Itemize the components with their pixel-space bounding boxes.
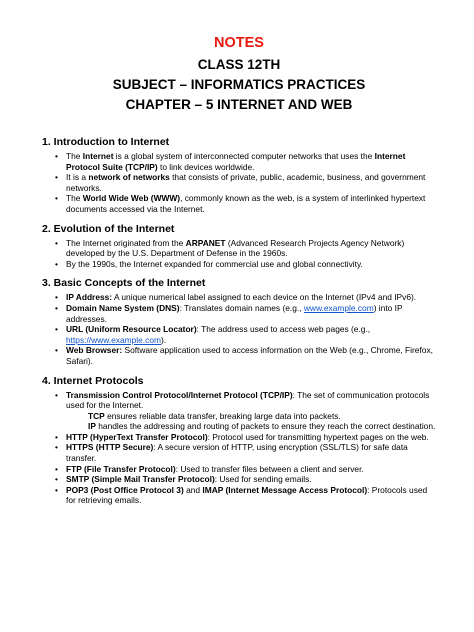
list-item: • FTP (File Transfer Protocol): Used to transfer files between a client and server. [42, 464, 436, 475]
list-item: • By the 1990s, the Internet expanded for commercial use and global connectivity. [42, 259, 436, 270]
list-item: • Domain Name System (DNS): Translates domain names (e.g., www.example.com) into IP addresses. [42, 303, 436, 324]
sub-item-tcp: TCP ensures reliable data transfer, breaking large data into packets. [88, 410, 341, 421]
class-heading: CLASS 12TH [197, 57, 281, 72]
example-domain-link[interactable]: www.example.com [303, 302, 374, 313]
chapter-heading: CHAPTER – 5 INTERNET AND WEB [125, 97, 353, 112]
subject-heading: SUBJECT – INFORMATICS PRACTICES [112, 77, 366, 92]
section-2-title: 2. Evolution of the Internet [42, 222, 175, 235]
list-item: • POP3 (Post Office Protocol 3) and IMAP (Internet Message Access Protocol): Protocols used for retrieving emails. [42, 485, 436, 506]
section-1-list [42, 151, 436, 215]
list-item: • The Internet originated from the ARPANET (Advanced Research Projects Agency Network) developed by the U.S. Department of Defense in the 1960s. [42, 238, 436, 259]
list-item: • SMTP (Simple Mail Transfer Protocol): Used for sending emails. [42, 474, 436, 485]
list-item: • The World Wide Web (WWW), commonly known as the web, is a system of interlinked hypertext documents accessed via the Internet. [42, 193, 436, 214]
list-item: • It is a network of networks that consists of private, public, academic, business, and government networks. [42, 172, 436, 193]
example-url-link[interactable]: https://www.example.com [66, 334, 161, 345]
section-3-title: 3. Basic Concepts of the Internet [42, 277, 206, 290]
notes-title: NOTES [214, 35, 264, 51]
section-4-list-continued [42, 432, 436, 506]
list-item: • HTTP (HyperText Transfer Protocol): Protocol used for transmitting hypertext pages on the web. [42, 432, 436, 443]
list-item: • IP Address: A unique numerical label assigned to each device on the Internet (IPv4 and IPv6). [42, 292, 436, 303]
list-item: • URL (Uniform Resource Locator): The address used to access web pages (e.g., https://www.example.com). [42, 324, 436, 345]
list-item: • The Internet is a global system of interconnected computer networks that uses the Internet Protocol Suite (TCP/IP) to link devices worldwide. [42, 151, 436, 172]
document-header [42, 0, 436, 115]
list-item: • HTTPS (HTTP Secure): A secure version of HTTP, using encryption (SSL/TLS) for safe data transfer. [42, 442, 436, 463]
section-2-list [42, 238, 436, 270]
section-4-title: 4. Internet Protocols [42, 374, 144, 387]
list-item: • Web Browser: Software application used to access information on the Web (e.g., Chrome, Firefox, Safari). [42, 345, 436, 366]
section-3-list [42, 292, 436, 366]
sub-item-ip: IP handles the addressing and routing of packets to ensure they reach the correct destination. [88, 421, 436, 432]
list-item: • Transmission Control Protocol/Internet Protocol (TCP/IP): The set of communication protocols used for the Internet. [42, 390, 436, 411]
section-4-list [42, 390, 436, 411]
section-1-title: 1. Introduction to Internet [42, 136, 170, 148]
